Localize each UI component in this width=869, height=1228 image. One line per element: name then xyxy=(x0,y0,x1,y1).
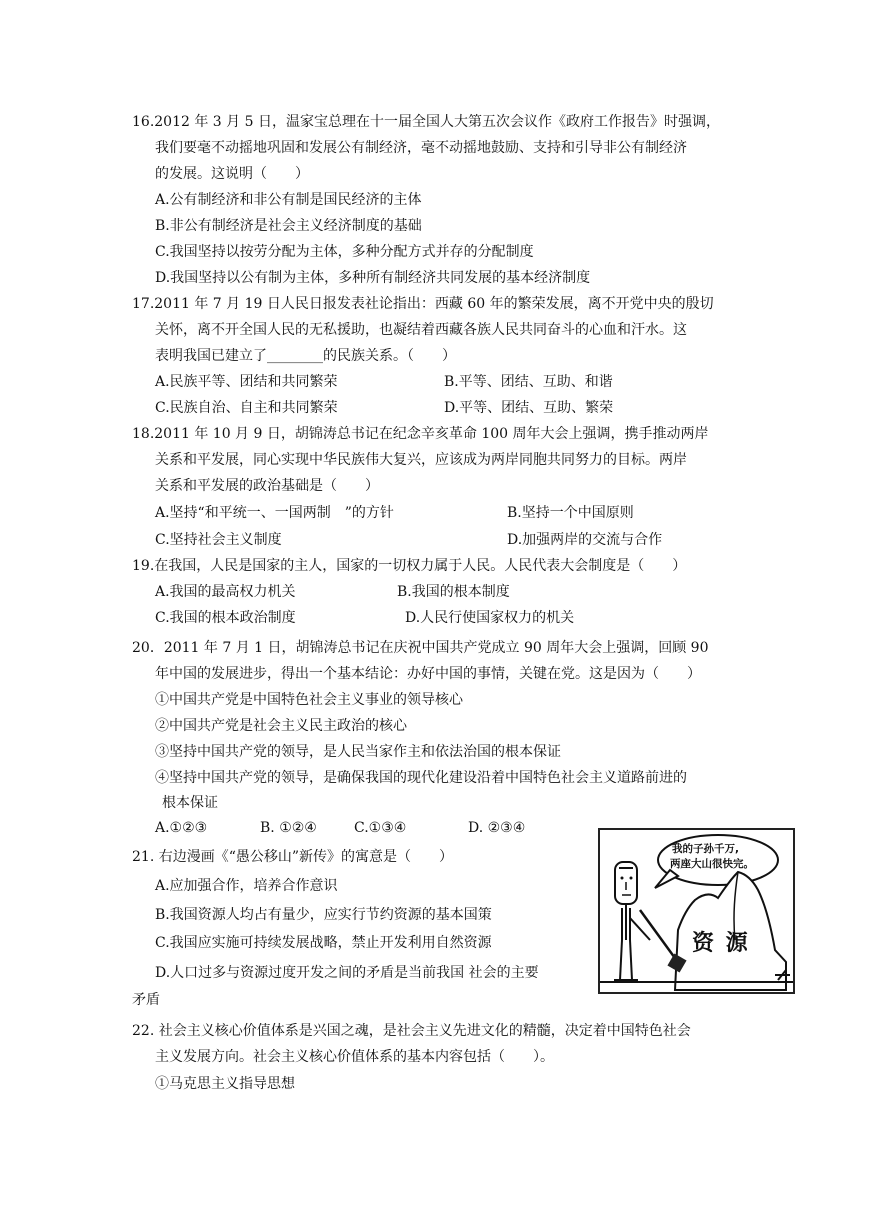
q21-stem-line1: 21. 右边漫画《“愚公移山”新传》的寓意是（ ） xyxy=(132,849,454,865)
q16-stem-line2: 我们要毫不动摇地巩固和发展公有制经济，毫不动摇地鼓励、支持和引导非公有制经济 xyxy=(155,140,687,156)
q17-stem-line1: 17.2011 年 7 月 19 日人民日报发表社论指出：西藏 60 年的繁荣发展，离不开党中央的殷切 xyxy=(132,296,714,312)
q19-option-d: D.人民行使国家权力的机关 xyxy=(405,610,575,626)
q20-statement-2: ②中国共产党是社会主义民主政治的核心 xyxy=(155,718,407,734)
q17-stem-line2: 关怀，离不开全国人民的无私援助，也凝结着西藏各族人民共同奋斗的心血和汗水。这 xyxy=(155,322,687,338)
q20-option-d: D. ②③④ xyxy=(468,820,526,836)
q16-option-c: C.我国坚持以按劳分配为主体，多种分配方式并存的分配制度 xyxy=(155,244,534,260)
q22-stem-line2: 主义发展方向。社会主义核心价值体系的基本内容包括（ ）。 xyxy=(155,1049,554,1065)
q16-option-b: B.非公有制经济是社会主义经济制度的基础 xyxy=(155,218,422,234)
q17-option-b: B.平等、团结、互助、和谐 xyxy=(444,374,613,390)
q20-stem-line1: 20．2011 年 7 月 1 日，胡锦涛总书记在庆祝中国共产党成立 90 周年大会上强调，回顾 90 xyxy=(132,640,709,656)
q20-statement-4: ④坚持中国共产党的领导，是确保我国的现代化建设沿着中国特色社会主义道路前进的 xyxy=(155,770,687,786)
q16-option-a: A.公有制经济和非公有制是国民经济的主体 xyxy=(155,192,422,208)
q19-stem-line1: 19.在我国，人民是国家的主人，国家的一切权力属于人民。人民代表大会制度是（ ） xyxy=(132,558,687,574)
q21-option-d: D.人口过多与资源过度开发之间的矛盾是当前我国 社会的主要 xyxy=(155,965,539,981)
q16-stem-line3: 的发展。这说明（ ） xyxy=(155,166,309,182)
q21-option-a: A.应加强合作，培养合作意识 xyxy=(155,878,338,894)
q16-stem-line1: 16.2012 年 3 月 5 日，温家宝总理在十一届全国人大第五次会议作《政府工作报告》时强调， xyxy=(132,114,720,130)
q20-statement-1: ①中国共产党是中国特色社会主义事业的领导核心 xyxy=(155,692,463,708)
q18-stem-line2: 关系和平发展，同心实现中华民族伟大复兴，应该成为两岸同胞共同努力的目标。两岸 xyxy=(155,452,687,468)
q18-stem-line1: 18.2011 年 10 月 9 日，胡锦涛总书记在纪念辛亥革命 100 周年大会上强调，携手推动两岸 xyxy=(132,426,709,442)
q17-option-d: D.平等、团结、互助、繁荣 xyxy=(444,400,614,416)
q21-option-d-cont: 矛盾 xyxy=(132,992,160,1008)
q17-stem-line3: 表明我国已建立了________的民族关系。（ ） xyxy=(155,348,456,364)
q22-stem-line1: 22. 社会主义核心价值体系是兴国之魂，是社会主义先进文化的精髓，决定着中国特色社会 xyxy=(132,1023,691,1039)
q20-option-c: C.①③④ xyxy=(354,820,407,836)
cartoon-illustration xyxy=(598,828,795,994)
q19-option-a: A.我国的最高权力机关 xyxy=(155,584,296,600)
q20-option-a: A.①②③ xyxy=(155,820,208,836)
q21-option-b: B.我国资源人均占有量少，应实行节约资源的基本国策 xyxy=(155,907,492,923)
q18-option-a: A.坚持“和平统一、一国两制 ”的方针 xyxy=(155,505,394,521)
q21-option-c: C.我国应实施可持续发展战略，禁止开发利用自然资源 xyxy=(155,935,492,951)
q19-option-c: C.我国的根本政治制度 xyxy=(155,610,296,626)
cartoon-mountain-label: 资 源 xyxy=(692,931,750,956)
q19-option-b: B.我国的根本制度 xyxy=(397,584,510,600)
q18-option-c: C.坚持社会主义制度 xyxy=(155,532,282,548)
q18-stem-line3: 关系和平发展的政治基础是（ ） xyxy=(155,478,379,494)
q20-statement-3: ③坚持中国共产党的领导，是人民当家作主和依法治国的根本保证 xyxy=(155,744,561,760)
q20-statement-4-cont: 根本保证 xyxy=(162,795,218,811)
q20-option-b: B. ①②④ xyxy=(260,820,317,836)
q16-option-d: D.我国坚持以公有制为主体，多种所有制经济共同发展的基本经济制度 xyxy=(155,270,591,286)
q17-option-a: A.民族平等、团结和共同繁荣 xyxy=(155,374,338,390)
cartoon-speech-line2: 两座大山很快完。 xyxy=(670,858,754,870)
q17-option-c: C.民族自治、自主和共同繁荣 xyxy=(155,400,338,416)
q18-option-d: D.加强两岸的交流与合作 xyxy=(507,532,663,548)
q18-option-b: B.坚持一个中国原则 xyxy=(507,505,634,521)
cartoon-speech-line1: 我的子孙千万, xyxy=(672,843,739,855)
q20-stem-line2: 年中国的发展进步，得出一个基本结论：办好中国的事情，关键在党。这是因为（ ） xyxy=(155,666,701,682)
q22-statement-1: ①马克思主义指导思想 xyxy=(155,1076,295,1092)
